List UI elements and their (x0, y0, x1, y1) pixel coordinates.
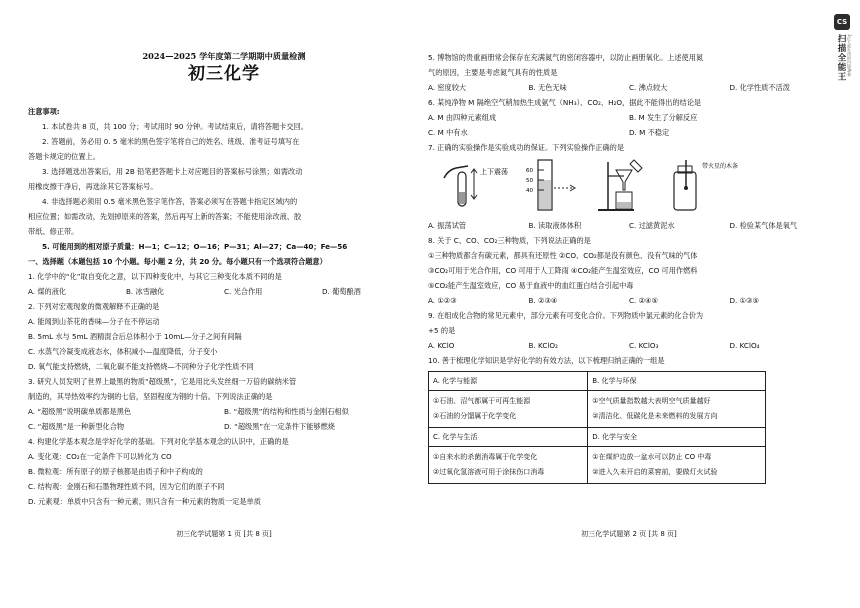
option-a: A. “超级黑”说明碳单质都是黑色 (28, 407, 132, 416)
option-b: B. KClO₂ (528, 341, 558, 350)
question-8: 8. 关于 C、CO、CO₂三种物质，下列说法正确的是 (428, 236, 591, 245)
option-a: A. 密度较大 (428, 83, 467, 92)
shake-label: 上下震荡 (480, 168, 508, 176)
page-footer: 初三化学试题第 1 页 [共 8 页] (176, 530, 272, 538)
table-header-b: B. 化学与环保 (588, 372, 766, 391)
question-6: 6. 某纯净物 M 隔绝空气稍加热生成氨气（NH₃）、CO₂、H₂O，据此不能得出的结论是 (428, 98, 702, 107)
option-b: B. 5mL 水与 5mL 酒精混合后总体积小于 10mL—分子之间有间隔 (28, 332, 242, 341)
section-heading: 一、选择题（本题包括 10 个小题。每小题 2 分，共 20 分。每小题只有一个选项符合题意） (28, 257, 327, 266)
questions-5-7 (428, 50, 830, 155)
table-cell-c (429, 447, 588, 484)
option-c: C. 水蒸气冷凝变成液态水，体积减小—温度降低，分子变小 (28, 347, 218, 356)
question-3-line: 制造的，其导热效率约为铜的七倍，坚固程度为钢的十倍。下列说法正确的是 (28, 392, 273, 401)
table-cell-line: ①空气质量指数越大表明空气质量越好 (592, 397, 711, 405)
gas-test-figure (674, 160, 696, 210)
knowledge-table (428, 371, 766, 484)
table-header-c: C. 化学与生活 (429, 428, 588, 447)
statement-line: ①三种物质都含有碳元素，都具有还原性 ②CO、CO₂都是没有颜色、没有气味的气体 (428, 251, 698, 260)
lab-apparatus-figures (438, 158, 738, 214)
notes-section (28, 104, 420, 254)
question-6-options-cd (428, 125, 830, 140)
option-a: A. ①②③ (428, 296, 457, 305)
lab-figures-svg (438, 158, 738, 214)
option-b: B. 微粒观：所有原子的原子核都是由质子和中子构成的 (28, 467, 203, 476)
option-a: A. M 由四种元素组成 (428, 113, 497, 122)
question-3-line: 3. 研究人员发明了世界上最黑的物质“超级黑”，它是用比头发丝细一万倍的碳纳米管 (28, 377, 297, 386)
page-footer: 初三化学试题第 2 页 [共 8 页] (581, 530, 677, 538)
table-row (429, 428, 766, 447)
statement-line: ③CO₂可用于光合作用，CO 可用于人工降雨 ④CO₂能产生温室效应，CO 可用作燃料 (428, 266, 698, 275)
question-6-options-ab (428, 110, 830, 125)
table-cell-line: ①自来水的杀菌消毒属于化学变化 (433, 453, 538, 461)
note-line: 用橡皮擦干净后，再选涂其它答案标号。 (28, 182, 158, 191)
option-c: C. ②④⑤ (629, 296, 658, 305)
question-1: 1. 化学中的“化”取自变化之意，以下四种变化中，与其它三种变化本质不同的是 (28, 272, 282, 281)
option-a: A. 能闻到山茶花的香味—分子在不停运动 (28, 317, 160, 326)
question-9-line: 9. 在组成化合物的常见元素中，部分元素有可变化合价。下列物质中氯元素的化合价为 (428, 311, 704, 320)
note-line: 相应位置；如需改动，先划掉原来的答案，然后再写上新的答案；不能使用涂改液、胶 (28, 212, 302, 221)
note-line: 1. 本试卷共 8 页，共 100 分；考试用时 90 分钟。考试结束后，请将答题卡交回。 (42, 122, 308, 131)
table-cell-line: ①在煤炉边放一盆水可以防止 CO 中毒 (592, 453, 712, 461)
option-c: C. M 中有水 (428, 128, 468, 137)
question-8-options (428, 293, 830, 308)
table-cell-d (588, 447, 766, 484)
option-b: B. 读取液体体积 (528, 221, 582, 230)
option-b: B. “超级黑”的结构和性质与金刚石相似 (224, 407, 349, 416)
exam-title: 初三化学 (188, 64, 260, 84)
option-c: C. 结构观：金刚石和石墨物理性质不同，因为它们的原子不同 (28, 482, 225, 491)
question-5-line: 5. 博物馆的贵重画册常会保存在充满氮气的密闭容器中，以防止画册氧化。上述使用氮 (428, 53, 704, 62)
exam-year-title: 2024—2025 学年度第二学期期中质量检测 (142, 51, 306, 61)
option-c: C. 沸点较大 (629, 83, 668, 92)
section-1 (28, 254, 420, 509)
questions-7-10 (428, 218, 830, 368)
filtration-figure (598, 160, 642, 210)
notes-heading: 注意事项: (28, 107, 60, 116)
question-9-line: +5 的是 (428, 326, 456, 335)
question-3-options-cd (28, 419, 420, 434)
option-a: A. 振荡试管 (428, 221, 467, 230)
note-line: 带纸、修正带。 (28, 227, 79, 236)
option-d: D. “超级黑”在一定条件下能够燃烧 (224, 422, 335, 431)
option-d: D. 检验某气体是氧气 (729, 221, 798, 230)
table-row (429, 447, 766, 484)
option-b: B. ②③④ (528, 296, 558, 305)
question-9-options (428, 338, 830, 353)
scanner-name: 扫描全能王 (836, 34, 846, 82)
table-cell-line: ①石油、沼气都属于可再生能源 (433, 397, 531, 405)
option-d: D. 化学性质不活泼 (729, 83, 790, 92)
exam-page-1 (28, 0, 420, 608)
table-cell-line: ②石油的分馏属于化学变化 (433, 412, 517, 420)
scanner-logo: CS (834, 14, 850, 30)
table-row (429, 391, 766, 428)
note-line: 答题卡规定的位置上。 (28, 152, 100, 161)
atomic-mass-line: 5. 可能用到的相对原子质量：H—1；C—12；O—16；P—31；Al—27；Ca—40；Fe—56 (42, 242, 348, 251)
question-5-options (428, 80, 830, 95)
option-d: D. 葡萄酿酒 (322, 287, 361, 296)
option-b: B. M 发生了分解反应 (629, 113, 698, 122)
note-line: 4. 非选择题必须用 0.5 毫米黑色签字笔作答，答案必须写在答题卡指定区域内的 (42, 197, 298, 206)
option-a: A. 变化观：CO₂在一定条件下可以转化为 CO (28, 452, 172, 461)
shaking-test-tube-figure (444, 166, 477, 206)
question-10: 10. 善于梳理化学知识是学好化学的有效方法，以下梳理归纳正确的一组是 (428, 356, 665, 365)
cylinder-mark-60: 60 (526, 168, 533, 174)
splint-label: 带火星的木条 (702, 163, 738, 170)
note-line: 3. 选择题选出答案后，用 2B 铅笔把答题卡上对应题目的答案标号涂黑；如需改动 (42, 167, 303, 176)
graduated-cylinder-figure (538, 160, 575, 210)
option-d: D. ①③⑤ (729, 296, 759, 305)
question-7-options (428, 218, 830, 233)
option-a: A. 煤的液化 (28, 287, 67, 296)
option-c: C. “超级黑”是一种新型化合物 (28, 422, 125, 431)
option-c: C. KClO₃ (629, 341, 659, 350)
table-cell-line: ②过氧化氢溶液可用于涂抹伤口消毒 (433, 468, 545, 476)
table-row (429, 372, 766, 391)
option-d: D. KClO₄ (729, 341, 760, 350)
statement-line: ⑤CO₂能产生温室效应，CO 易于血液中的血红蛋白结合引起中毒 (428, 281, 634, 290)
cylinder-mark-50: 50 (526, 178, 533, 184)
question-3-options-ab (28, 404, 420, 419)
question-2: 2. 下列对宏观现象的微观解释不正确的是 (28, 302, 160, 311)
exam-page-2 (428, 0, 830, 608)
option-d: D. 元素观：单质中只含有一种元素，则只含有一种元素的物质一定是单质 (28, 497, 261, 506)
table-header-a: A. 化学与能源 (429, 372, 588, 391)
option-c: C. 过滤黄泥水 (629, 221, 675, 230)
option-b: B. 无色无味 (528, 83, 567, 92)
question-1-options (28, 284, 420, 299)
option-a: A. KClO (428, 341, 455, 350)
table-header-d: D. 化学与安全 (588, 428, 766, 447)
option-c: C. 光合作用 (224, 287, 263, 296)
question-5-line: 气的原因，主要是考虑氮气具有的性质是 (428, 68, 558, 77)
option-d: D. 氧气能支持燃烧，二氧化碳不能支持燃烧—不同种分子化学性质不同 (28, 362, 254, 371)
note-line: 2. 答题前，务必用 0. 5 毫米的黑色签字笔将自己的姓名、班级、准考证号填写在 (42, 137, 300, 146)
question-4: 4. 构建化学基本观念是学好化学的基础。下列对化学基本观念的认识中，正确的是 (28, 437, 289, 446)
scanner-slogan: 3亿人都在用的扫描App (847, 34, 852, 77)
table-cell-a (429, 391, 588, 428)
table-cell-line: ②清洁化、低碳化是未来燃料的发展方向 (592, 412, 718, 420)
table-cell-line: ②进入久未开启的菜窖前，要做灯火试验 (592, 468, 718, 476)
option-d: D. M 不稳定 (629, 128, 670, 137)
cylinder-mark-40: 40 (526, 188, 533, 194)
question-7: 7. 正确的实验操作是实验成功的保证。下列实验操作正确的是 (428, 143, 625, 152)
table-cell-b (588, 391, 766, 428)
option-b: B. 冰雪融化 (126, 287, 165, 296)
scanner-watermark (832, 12, 854, 100)
